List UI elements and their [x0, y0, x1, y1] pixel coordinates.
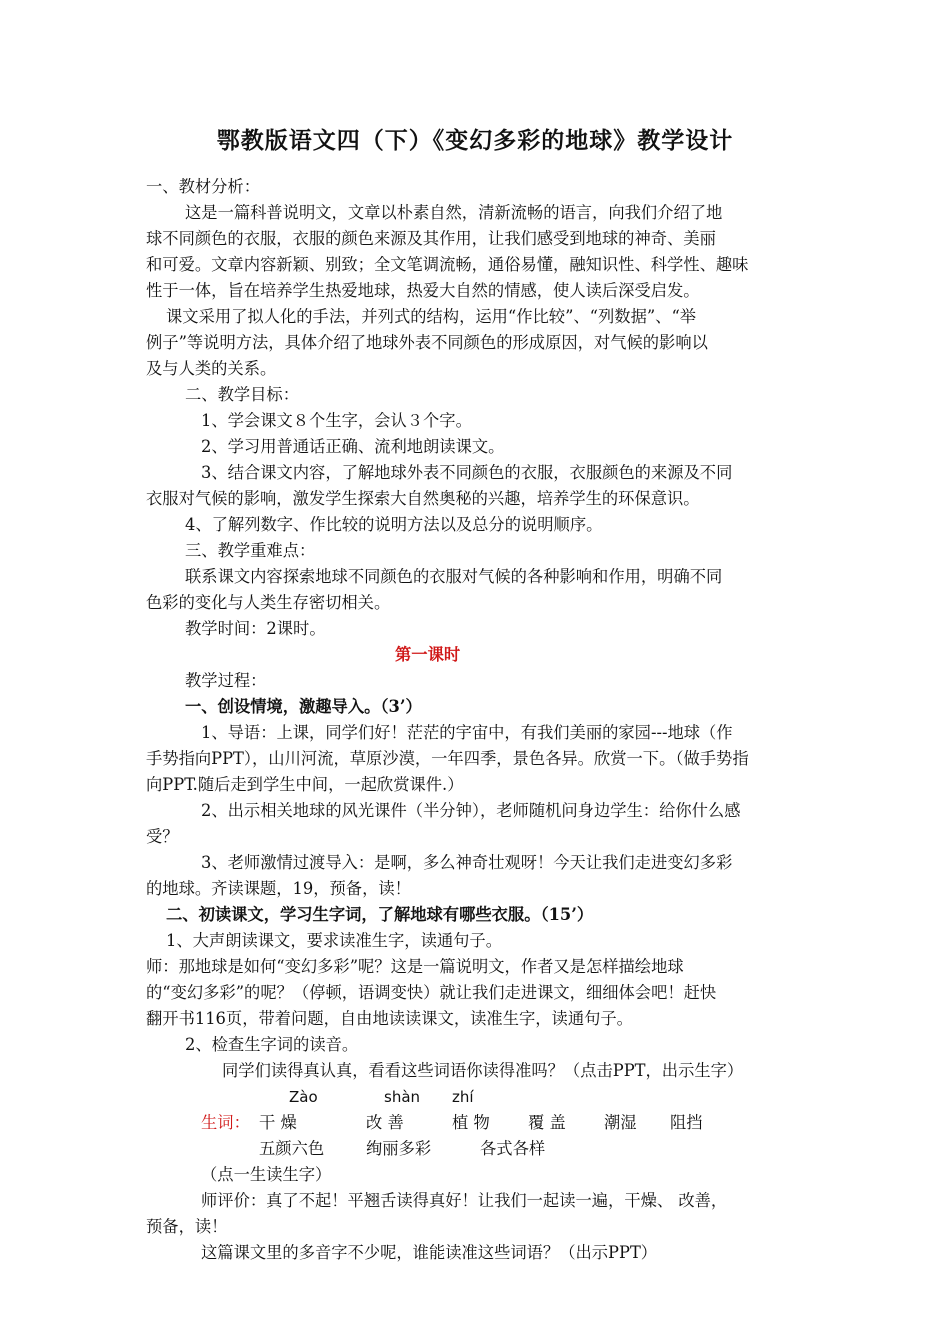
paragraph-line: 1、学会课文８个生字，会认３个字。: [201, 411, 472, 430]
paragraph-line: 和可爱。文章内容新颖、别致；全文笔调流畅，通俗易懂，融知识性、科学性、趣味: [146, 255, 749, 274]
vocab-word: 植 物: [452, 1113, 490, 1132]
paragraph-line: 师：那地球是如何“变幻多彩”呢？这是一篇说明文，作者又是怎样描绘地球: [146, 957, 684, 976]
paragraph-line: 球不同颜色的衣服，衣服的颜色来源及其作用，让我们感受到地球的神奇、美丽: [146, 229, 716, 248]
paragraph-line: 3、结合课文内容，了解地球外表不同颜色的衣服，衣服颜色的来源及不同: [201, 463, 733, 482]
paragraph-line: 教学过程：: [185, 671, 267, 690]
paragraph-line: 受？: [146, 827, 179, 846]
paragraph-line: 这篇课文里的多音字不少呢，谁能读准这些词语？（出示PPT）: [201, 1243, 658, 1262]
section-heading: 二、教学目标：: [185, 385, 299, 404]
section-heading: 一、教材分析：: [146, 177, 260, 196]
paragraph-line: 色彩的变化与人类生存密切相关。: [146, 593, 391, 612]
vocab-word: 潮湿: [604, 1113, 637, 1132]
section-heading: 一、创设情境，激趣导入。（3’）: [185, 697, 422, 716]
vocab-label: 生词：: [201, 1113, 250, 1132]
paragraph-line: 4、了解列数字、作比较的说明方法以及总分的说明顺序。: [185, 515, 603, 534]
paragraph-line: 1、大声朗读课文，要求读准生字，读通句子。: [166, 931, 502, 950]
paragraph-line: 2、检查生字词的读音。: [185, 1035, 359, 1054]
paragraph-line: 及与人类的关系。: [146, 359, 277, 378]
paragraph-line: 教学时间：2课时。: [185, 619, 326, 638]
paragraph-line: 的“变幻多彩”的呢？（停顿，语调变快）就让我们走进课文，细细体会吧！赶快: [146, 983, 717, 1002]
pinyin-zhi: zhí: [452, 1088, 474, 1106]
vocab-word: 干 燥: [259, 1113, 297, 1132]
vocab-word: 阻挡: [670, 1113, 703, 1132]
paragraph-line: 3、老师激情过渡导入：是啊，多么神奇壮观呀！今天让我们走进变幻多彩: [201, 853, 733, 872]
paragraph-line: 性于一体，旨在培养学生热爱地球，热爱大自然的情感，使人读后深受启发。: [146, 281, 700, 300]
paragraph-line: 2、学习用普通话正确、流利地朗读课文。: [201, 437, 505, 456]
document-title: 鄂教版语文四（下）《变幻多彩的地球》教学设计: [216, 127, 734, 154]
paragraph-line: 例子”等说明方法，具体介绍了地球外表不同颜色的形成原因，对气候的影响以: [146, 333, 708, 352]
paragraph-line: 手势指向PPT），山川河流，草原沙漠，一年四季，景色各异。欣赏一下。（做手势指: [146, 749, 749, 768]
vocab-word: 各式各样: [480, 1139, 546, 1158]
lesson-heading: 第一课时: [395, 645, 461, 664]
paragraph-line: 衣服对气候的影响，激发学生探索大自然奥秘的兴趣，培养学生的环保意识。: [146, 489, 700, 508]
paragraph-line: 翻开书116页，带着问题，自由地读读课文，读准生字，读通句子。: [146, 1009, 633, 1028]
paragraph-line: 向PPT.随后走到学生中间，一起欣赏课件.）: [146, 775, 464, 794]
vocab-word: 改 善: [366, 1113, 404, 1132]
pinyin-shan: shàn: [384, 1088, 421, 1106]
paragraph-line: 预备，读！: [146, 1217, 228, 1236]
paragraph-line: 同学们读得真认真，看看这些词语你读得准吗？（点击PPT，出示生字）: [222, 1061, 744, 1080]
paragraph-line: 2、出示相关地球的风光课件（半分钟），老师随机问身边学生：给你什么感: [201, 801, 741, 820]
paragraph-line: 1、导语：上课，同学们好！茫茫的宇宙中，有我们美丽的家园---地球（作: [201, 723, 733, 742]
vocab-word: 覆 盖: [528, 1113, 566, 1132]
pinyin-zao: Zào: [289, 1088, 318, 1106]
paragraph-line: 师评价：真了不起！平翘舌读得真好！让我们一起读一遍，干燥、 改善，: [201, 1191, 728, 1210]
paragraph-line: 课文采用了拟人化的手法，并列式的结构，运用“作比较”、“列数据”、“举: [166, 307, 697, 326]
paragraph-line: 这是一篇科普说明文，文章以朴素自然，清新流畅的语言，向我们介绍了地: [185, 203, 723, 222]
vocab-word: 绚丽多彩: [366, 1139, 432, 1158]
section-heading: 三、教学重难点：: [185, 541, 316, 560]
paragraph-line: 的地球。齐读课题，19，预备，读！: [146, 879, 411, 898]
vocab-word: 五颜六色: [259, 1139, 325, 1158]
paragraph-line: 联系课文内容探索地球不同颜色的衣服对气候的各种影响和作用，明确不同: [185, 567, 723, 586]
paragraph-line: （点一生读生字）: [201, 1165, 332, 1184]
section-heading: 二、初读课文，学习生字词，了解地球有哪些衣服。（15’）: [166, 905, 594, 924]
